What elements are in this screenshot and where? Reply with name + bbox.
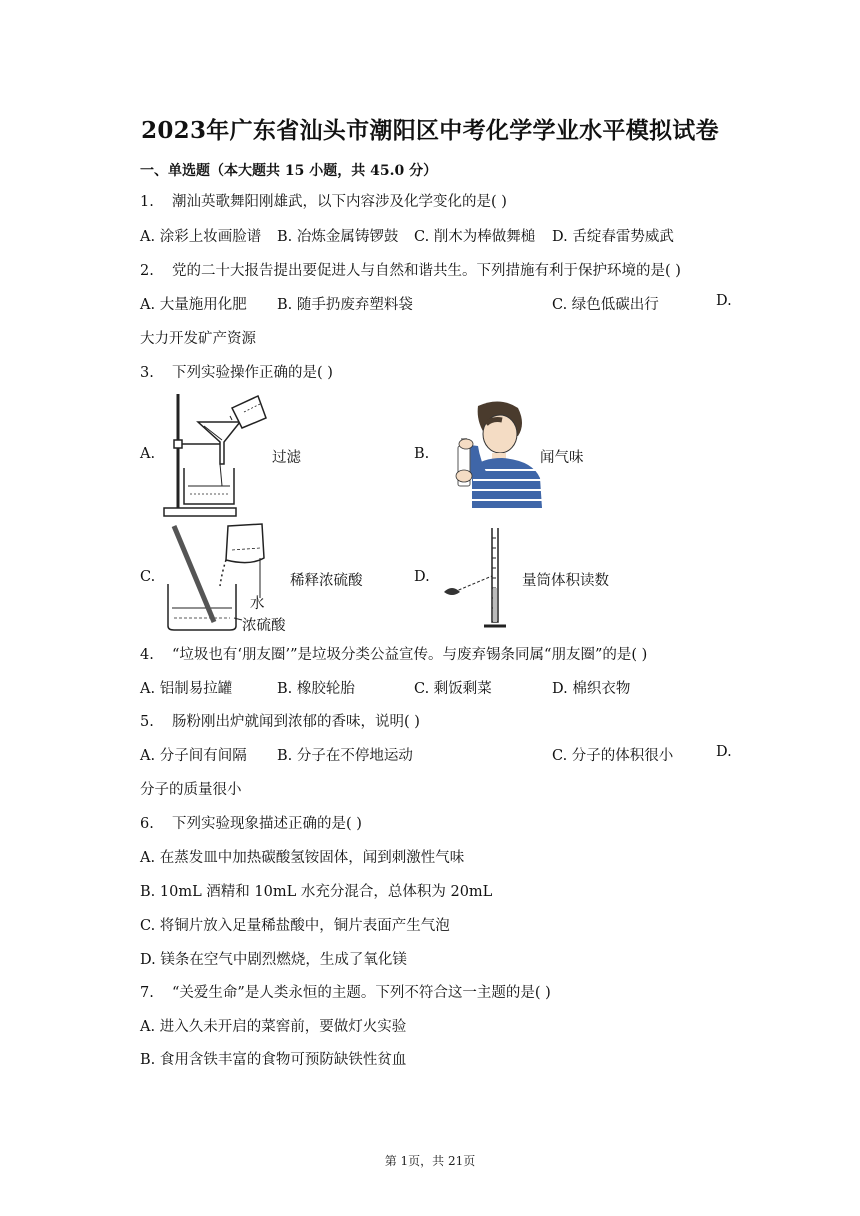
q2-option-d-letter: D. xyxy=(716,293,732,309)
q3-option-a-letter: A. xyxy=(140,446,156,462)
section-heading: 一、单选题（本大题共 15 小题，共 45.0 分） xyxy=(140,163,438,179)
q3-water-label: 水 xyxy=(250,596,265,612)
question-text: 下列实验操作正确的是( ) xyxy=(172,365,333,381)
q4-option-d: D. 棉织衣物 xyxy=(552,681,631,697)
q5-option-b: B. 分子在不停地运动 xyxy=(277,748,413,764)
q7-option-b: B. 食用含铁丰富的食物可预防缺铁性贫血 xyxy=(140,1052,407,1068)
q1-option-b: B. 冶炼金属铸锣鼓 xyxy=(277,229,399,245)
question-6-stem xyxy=(140,812,362,833)
q4-option-a: A. 铝制易拉罐 xyxy=(140,681,233,697)
q2-option-b: B. 随手扔废弃塑料袋 xyxy=(277,297,413,313)
q1-option-c: C. 削木为棒做舞槌 xyxy=(414,229,536,245)
question-text: “垃圾也有‘朋友圈’”是垃圾分类公益宣传。与废弃锡条同属“朋友圈”的是( ) xyxy=(172,647,648,663)
question-text: 下列实验现象描述正确的是( ) xyxy=(172,816,362,832)
question-text: 肠粉刚出炉就闻到浓郁的香味，说明( ) xyxy=(172,714,420,730)
question-number: 3. xyxy=(140,365,154,381)
q6-option-c: C. 将铜片放入足量稀盐酸中，铜片表面产生气泡 xyxy=(140,918,450,934)
q3-acid-label: 浓硫酸 xyxy=(242,618,286,634)
q5-option-d-text: 分子的质量很小 xyxy=(140,782,242,798)
q6-option-b: B. 10mL 酒精和 10mL 水充分混合，总体积为 20mL xyxy=(140,884,493,900)
q3-option-d-label: 量筒体积读数 xyxy=(522,573,609,589)
q6-option-a: A. 在蒸发皿中加热碳酸氢铵固体，闻到刺激性气味 xyxy=(140,850,465,866)
question-text: 党的二十大报告提出要促进人与自然和谐共生。下列措施有利于保护环境的是( ) xyxy=(172,263,681,279)
q3-option-d-letter: D. xyxy=(414,569,430,585)
question-number: 7. xyxy=(140,985,154,1001)
q5-option-c: C. 分子的体积很小 xyxy=(552,748,674,764)
question-number: 2. xyxy=(140,263,154,279)
q4-option-b: B. 橡胶轮胎 xyxy=(277,681,355,697)
question-5-stem xyxy=(140,710,420,731)
graduated-cylinder-figure xyxy=(440,526,520,632)
question-number: 1. xyxy=(140,194,154,210)
smelling-gas-figure xyxy=(442,398,542,508)
q1-option-a: A. 涂彩上妆画脸谱 xyxy=(140,229,262,245)
q3-option-b-label: 闻气味 xyxy=(540,450,584,466)
question-7-stem xyxy=(140,981,551,1002)
q4-option-c: C. 剩饭剩菜 xyxy=(414,681,492,697)
q5-option-a: A. 分子间有间隔 xyxy=(140,748,247,764)
question-2-stem xyxy=(140,259,681,280)
q7-option-a: A. 进入久未开启的菜窖前，要做灯火实验 xyxy=(140,1019,407,1035)
q1-option-d: D. 舌绽春雷势威武 xyxy=(552,229,674,245)
q5-option-d-letter: D. xyxy=(716,744,732,760)
q3-option-b-letter: B. xyxy=(414,446,430,462)
question-number: 6. xyxy=(140,816,154,832)
question-text: 潮汕英歌舞阳刚雄武，以下内容涉及化学变化的是( ) xyxy=(172,194,507,210)
question-3-stem xyxy=(140,361,333,382)
q2-option-c: C. 绿色低碳出行 xyxy=(552,297,659,313)
page-title: 2023年广东省汕头市潮阳区中考化学学业水平模拟试卷 xyxy=(141,117,719,144)
q6-option-d: D. 镁条在空气中剧烈燃烧，生成了氧化镁 xyxy=(140,952,407,968)
question-number: 4. xyxy=(140,647,154,663)
question-text: “关爱生命”是人类永恒的主题。下列不符合这一主题的是( ) xyxy=(172,985,551,1001)
q3-option-c-letter: C. xyxy=(140,569,156,585)
question-4-stem xyxy=(140,643,647,664)
q3-option-c-label: 稀释浓硫酸 xyxy=(290,573,363,589)
filtration-apparatus-figure xyxy=(160,386,270,521)
q2-option-a: A. 大量施用化肥 xyxy=(140,297,247,313)
q3-option-a-label: 过滤 xyxy=(272,450,301,466)
page-footer: 第 1页，共 21页 xyxy=(384,1154,476,1168)
question-1-stem xyxy=(140,190,507,211)
question-number: 5. xyxy=(140,714,154,730)
q2-option-d-text: 大力开发矿产资源 xyxy=(140,331,256,347)
